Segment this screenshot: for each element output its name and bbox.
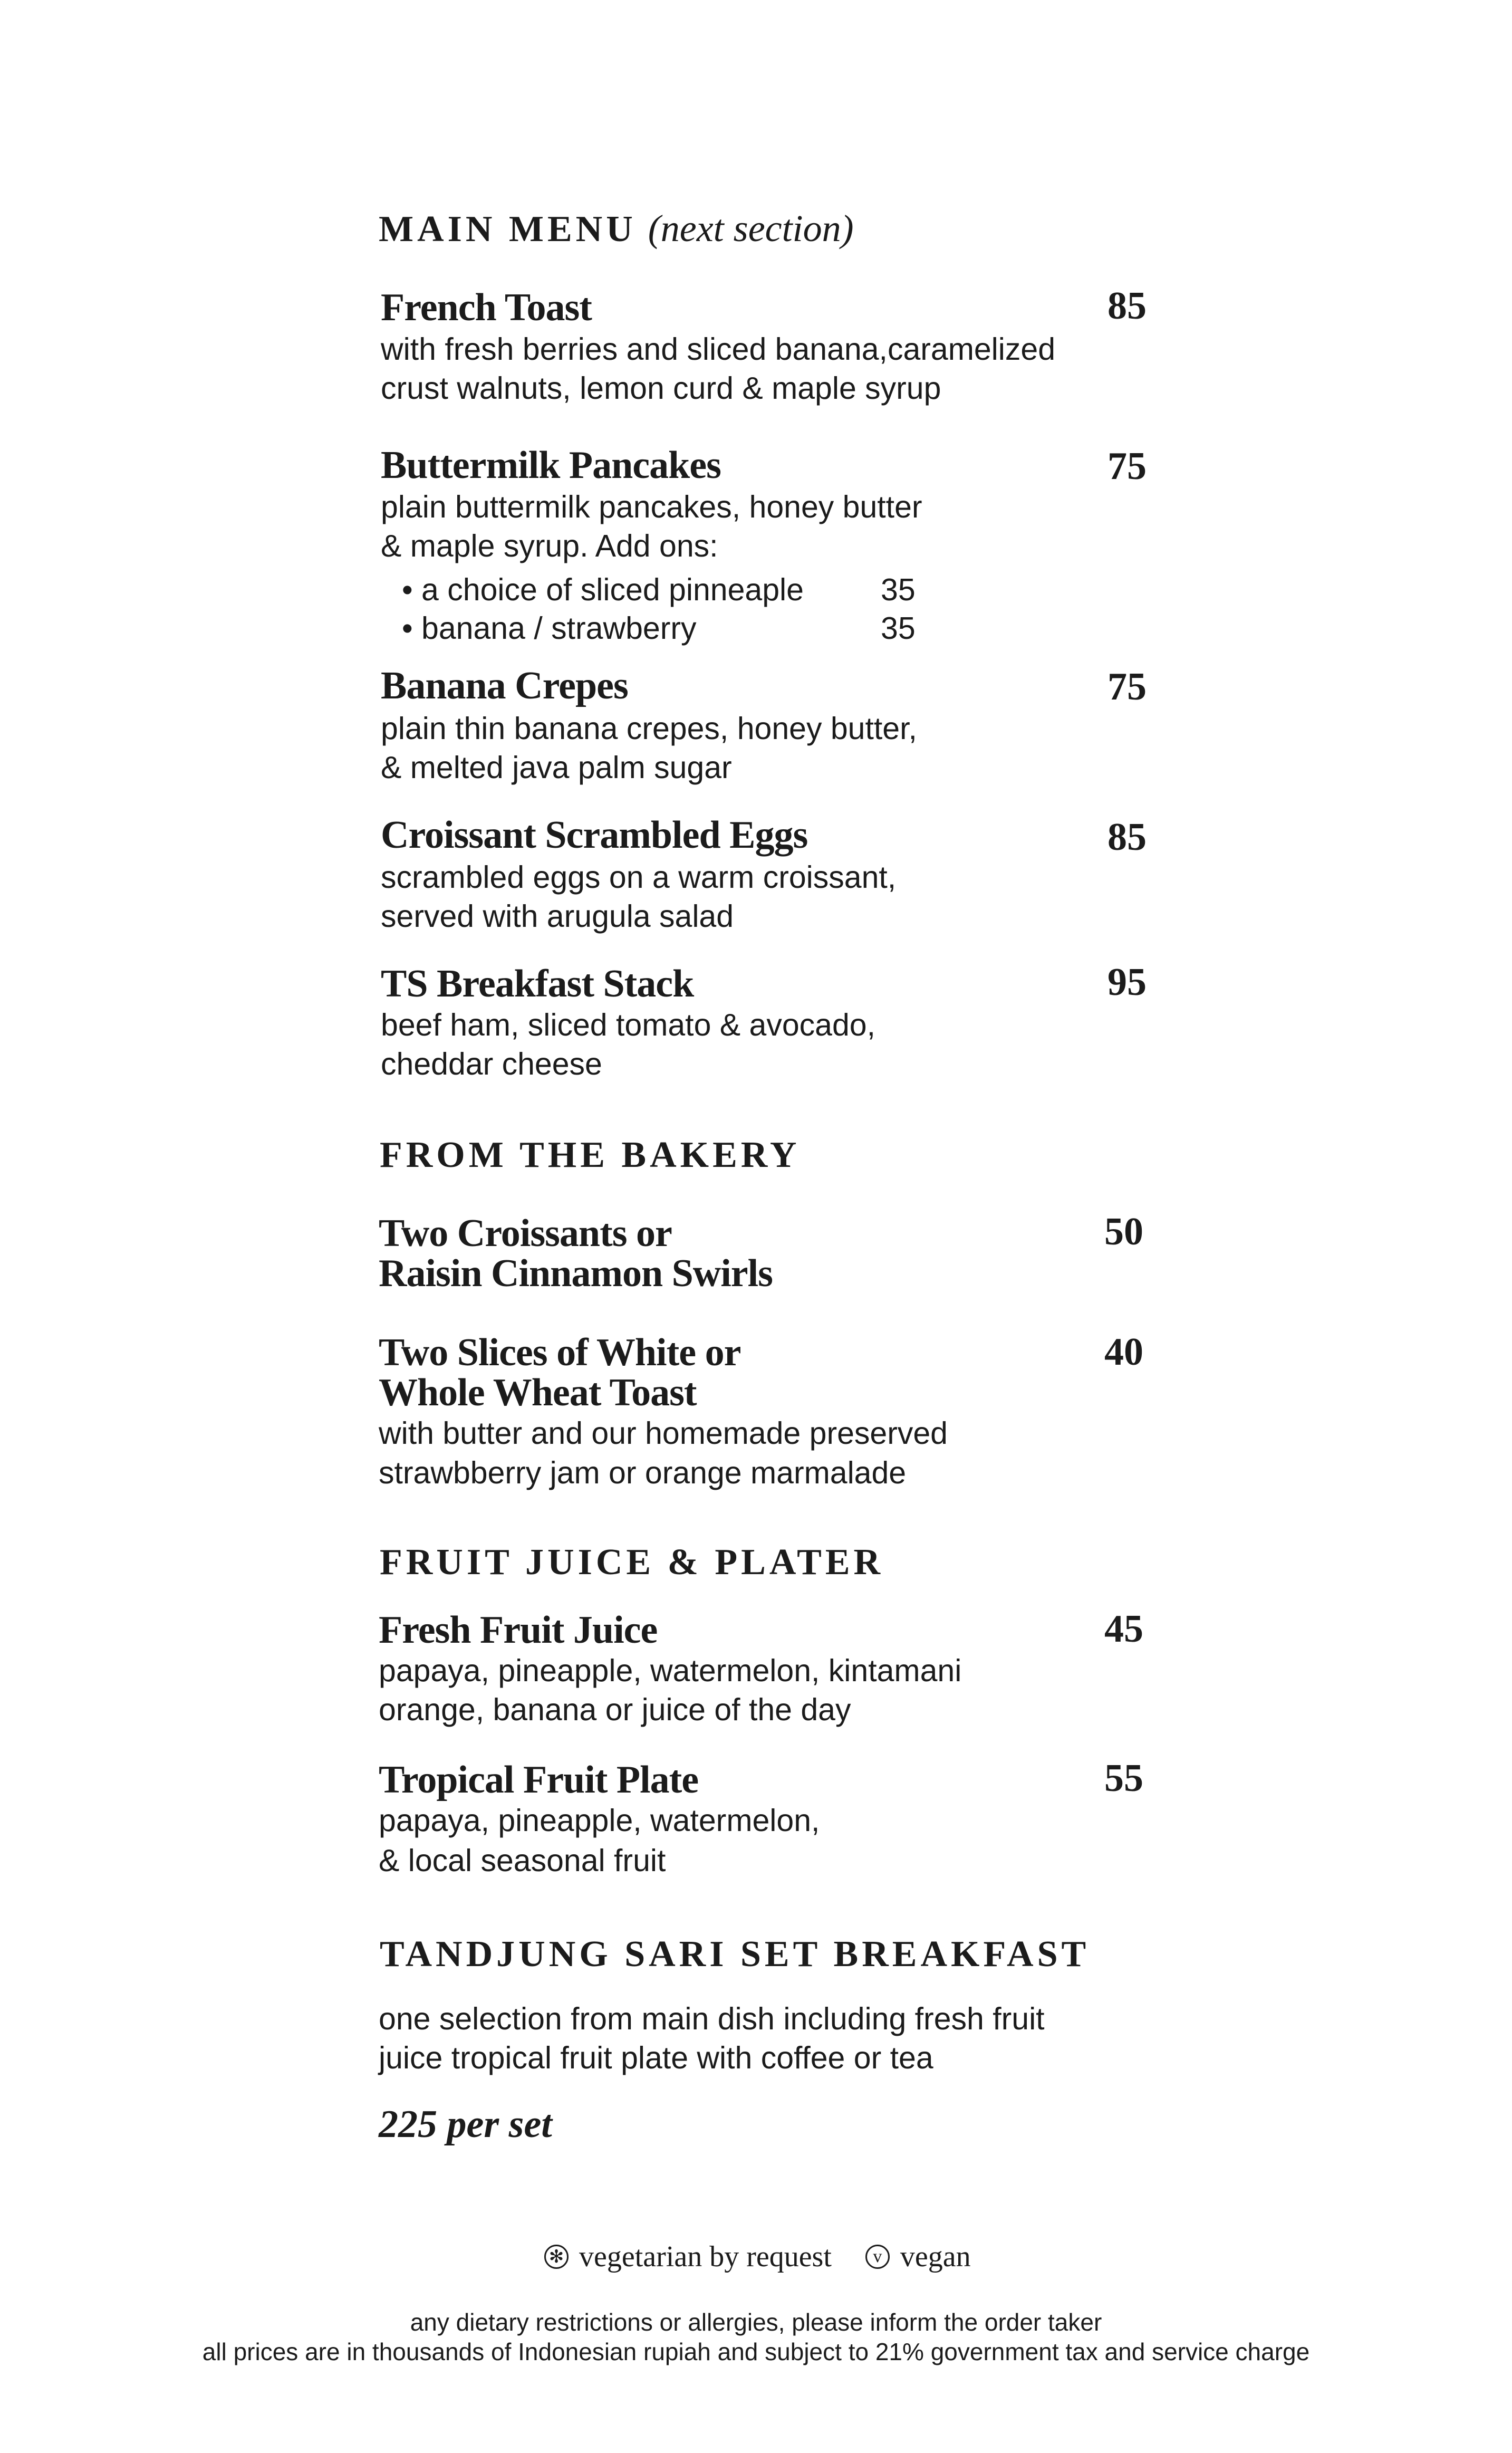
item-price-tropical-fruit-plate: 55: [1104, 1757, 1143, 1800]
main-menu-subtitle: (next section): [648, 207, 854, 250]
item-desc-toast-line2: strawbberry jam or orange marmalade: [379, 1455, 907, 1490]
set-breakfast-price: [379, 2102, 552, 2147]
item-name-fresh-fruit-juice: Fresh Fruit Juice: [379, 1608, 658, 1652]
item-price-fresh-fruit-juice: 45: [1104, 1607, 1143, 1651]
set-breakfast-desc-line2: juice tropical fruit plate with coffee or tea: [379, 2040, 933, 2075]
item-desc-ts-breakfast-stack-line2: cheddar cheese: [381, 1047, 602, 1081]
item-name-toast-line1: Two Slices of White or: [379, 1331, 741, 1374]
item-desc-banana-crepes-line1: plain thin banana crepes, honey butter,: [381, 711, 917, 746]
addon-label-pineapple: • a choice of sliced pinneaple: [402, 572, 804, 607]
item-desc-fresh-fruit-juice-line2: orange, banana or juice of the day: [379, 1692, 851, 1727]
set-breakfast-price-value: 225: [379, 2103, 437, 2146]
set-breakfast-heading: TANDJUNG SARI SET BREAKFAST: [380, 1934, 1090, 1975]
legend: [544, 2240, 971, 2274]
addon-price-pineapple: 35: [881, 572, 916, 607]
item-desc-ts-breakfast-stack-line1: beef ham, sliced tomato & avocado,: [381, 1008, 875, 1042]
item-desc-buttermilk-pancakes-line2: & maple syrup. Add ons:: [381, 529, 718, 563]
set-breakfast-price-suffix: per set: [447, 2103, 552, 2146]
item-name-croissants-line1: Two Croissants or: [379, 1212, 672, 1255]
item-price-ts-breakfast-stack: 95: [1107, 961, 1147, 1004]
item-price-croissants: 50: [1104, 1210, 1143, 1253]
item-desc-tropical-fruit-plate-line2: & local seasonal fruit: [379, 1843, 666, 1878]
set-breakfast-desc-line1: one selection from main dish including fresh fruit: [379, 2001, 1045, 2036]
item-price-toast: 40: [1104, 1330, 1143, 1374]
item-desc-croissant-scrambled-eggs-line2: served with arugula salad: [381, 899, 734, 934]
vegan-icon: v: [865, 2245, 890, 2269]
item-name-french-toast: French Toast: [381, 286, 592, 329]
item-name-croissant-scrambled-eggs: Croissant Scrambled Eggs: [381, 813, 808, 857]
addon-label-banana: • banana / strawberry: [402, 611, 697, 646]
item-price-buttermilk-pancakes: 75: [1107, 445, 1147, 488]
item-desc-croissant-scrambled-eggs-line1: scrambled eggs on a warm croissant,: [381, 860, 897, 895]
item-name-buttermilk-pancakes: Buttermilk Pancakes: [381, 444, 721, 487]
vegetarian-label: vegetarian by request: [579, 2240, 832, 2273]
item-desc-buttermilk-pancakes-line1: plain buttermilk pancakes, honey butter: [381, 490, 922, 524]
item-desc-french-toast-line2: crust walnuts, lemon curd & maple syrup: [381, 371, 941, 406]
addon-price-banana: 35: [881, 611, 916, 646]
item-price-banana-crepes: 75: [1107, 665, 1147, 708]
item-price-french-toast: 85: [1107, 284, 1147, 328]
item-desc-toast-line1: with butter and our homemade preserved: [379, 1416, 948, 1451]
vegan-label: vegan: [900, 2240, 971, 2273]
footer-price-note: all prices are in thousands of Indonesian rupiah and subject to 21% government tax and service charge: [202, 2338, 1310, 2365]
vegetarian-icon: ✻: [544, 2245, 569, 2269]
item-name-tropical-fruit-plate: Tropical Fruit Plate: [379, 1758, 699, 1802]
item-desc-banana-crepes-line2: & melted java palm sugar: [381, 750, 732, 785]
item-price-croissant-scrambled-eggs: 85: [1107, 816, 1147, 859]
item-name-toast-line2: Whole Wheat Toast: [379, 1371, 697, 1414]
item-name-ts-breakfast-stack: TS Breakfast Stack: [381, 962, 694, 1005]
item-name-banana-crepes: Banana Crepes: [381, 664, 628, 707]
juice-heading: FRUIT JUICE & PLATER: [380, 1542, 884, 1583]
main-menu-heading: [379, 207, 854, 251]
item-desc-fresh-fruit-juice-line1: papaya, pineapple, watermelon, kintamani: [379, 1653, 962, 1688]
item-desc-french-toast-line1: with fresh berries and sliced banana,caramelized: [381, 332, 1056, 367]
main-menu-title: MAIN MENU: [379, 209, 637, 250]
footer-dietary-note: any dietary restrictions or allergies, please inform the order taker: [410, 2308, 1102, 2336]
item-desc-tropical-fruit-plate-line1: papaya, pineapple, watermelon,: [379, 1803, 820, 1838]
bakery-heading: FROM THE BAKERY: [380, 1135, 801, 1175]
item-name-croissants-line2: Raisin Cinnamon Swirls: [379, 1252, 773, 1295]
